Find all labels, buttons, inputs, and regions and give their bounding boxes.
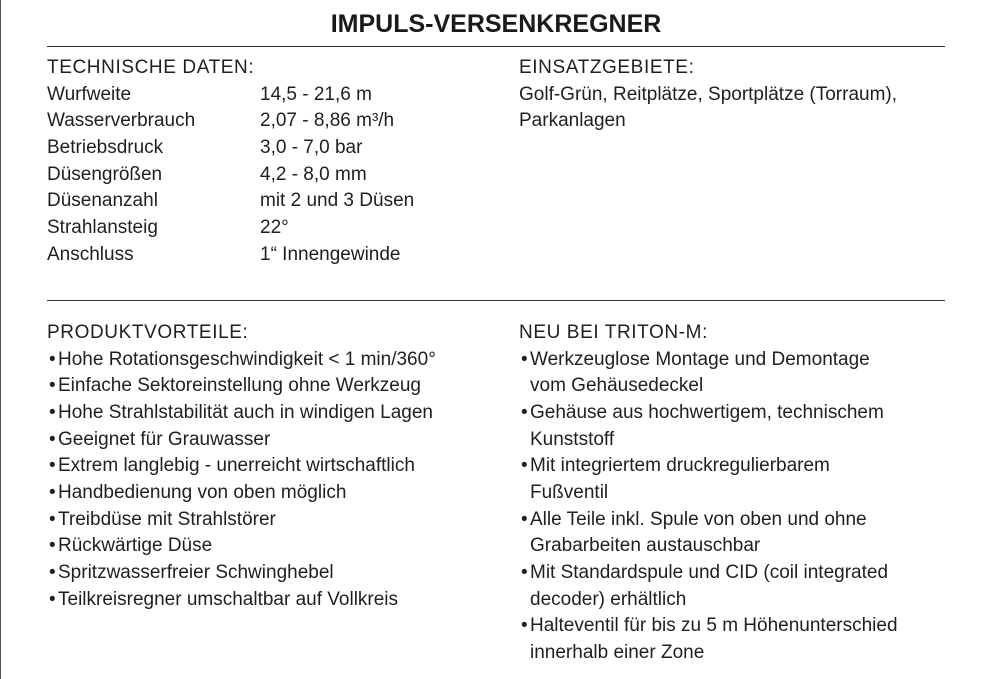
- product-advantages-section: [47, 320, 436, 613]
- spec-label: Düsenanzahl: [47, 190, 158, 212]
- spec-label: Wasserverbrauch: [47, 110, 196, 132]
- spec-value: 1“ Innengewinde: [260, 243, 401, 265]
- list-item: [47, 480, 436, 507]
- list-item-text: • Gehäuse aus hochwertigem, technischem: [530, 401, 884, 423]
- list-item: [519, 560, 898, 613]
- application-areas-heading: EINSATZGEBIETE:: [519, 57, 695, 78]
- list-item-text: • Rückwärtige Düse: [58, 535, 213, 557]
- application-areas-text: Parkanlagen: [519, 110, 626, 132]
- spec-label: Strahlansteig: [47, 216, 158, 238]
- spec-row: [47, 82, 414, 109]
- list-item-text: • Werkzeuglose Montage und Demontage: [530, 348, 870, 370]
- spec-label: Wurfweite: [47, 83, 132, 105]
- list-item-text: • Spritzwasserfreier Schwinghebel: [58, 561, 334, 583]
- technical-data-section: [47, 55, 414, 268]
- list-item-text: • Treibdüse mit Strahlstörer: [58, 508, 276, 530]
- list-item: [519, 347, 898, 400]
- list-item-text: vom Gehäusedeckel: [530, 375, 704, 397]
- new-features-section: [519, 320, 898, 667]
- spec-row: [47, 188, 414, 215]
- spec-label: Betriebsdruck: [47, 136, 164, 158]
- spec-value: 14,5 - 21,6 m: [260, 83, 372, 105]
- technical-data-heading: TECHNISCHE DATEN:: [47, 57, 255, 78]
- section-divider: [47, 300, 945, 301]
- spec-label: Düsengrößen: [47, 163, 163, 185]
- spec-value: 22°: [260, 216, 289, 238]
- spec-label: Anschluss: [47, 243, 134, 265]
- spec-value: 4,2 - 8,0 mm: [260, 163, 367, 185]
- list-item: [519, 613, 898, 666]
- spec-row: [47, 215, 414, 242]
- application-areas-text: Golf-Grün, Reitplätze, Sportplätze (Torraum),: [519, 83, 898, 105]
- list-item-text: • Handbedienung von oben möglich: [58, 481, 347, 503]
- list-item: [47, 507, 436, 534]
- page-left-border: [0, 0, 1, 679]
- list-item-text: • Mit integriertem druckregulierbarem: [530, 455, 830, 477]
- list-item: [47, 453, 436, 480]
- list-item-text: • Geeignet für Grauwasser: [58, 428, 271, 450]
- list-item: [519, 507, 898, 560]
- spec-value: 3,0 - 7,0 bar: [260, 136, 363, 158]
- list-item-text: • Teilkreisregner umschaltbar auf Vollkreis: [58, 588, 399, 610]
- list-item: [519, 400, 898, 453]
- list-item: [47, 587, 436, 614]
- list-item: [47, 427, 436, 454]
- product-advantages-heading: PRODUKTVORTEILE:: [47, 322, 249, 343]
- list-item-text: • Hohe Strahlstabilität auch in windigen Lagen: [58, 401, 433, 423]
- spec-row: [47, 162, 414, 189]
- list-item-text: • Alle Teile inkl. Spule von oben und ohne: [530, 508, 867, 530]
- list-item-text: • Extrem langlebig - unerreicht wirtschaftlich: [58, 455, 415, 477]
- list-item: [47, 533, 436, 560]
- list-item-text: Fußventil: [530, 481, 609, 503]
- application-areas-section: [519, 55, 897, 135]
- new-features-heading: NEU BEI TRITON-M:: [519, 322, 708, 343]
- page-title: IMPULS-VERSENKREGNER: [330, 10, 662, 38]
- list-item: [47, 373, 436, 400]
- list-item-text: • Mit Standardspule und CID (coil integrated: [530, 561, 889, 583]
- list-item-text: decoder) erhältlich: [530, 588, 687, 610]
- list-item-text: innerhalb einer Zone: [530, 641, 705, 663]
- title-divider: [47, 46, 945, 47]
- list-item-text: Kunststoff: [530, 428, 615, 450]
- list-item: [47, 400, 436, 427]
- list-item-text: • Hohe Rotationsgeschwindigkeit < 1 min/360°: [58, 348, 436, 370]
- spec-value: mit 2 und 3 Düsen: [260, 190, 415, 212]
- list-item: [47, 347, 436, 374]
- list-item-text: Grabarbeiten austauschbar: [530, 535, 761, 557]
- spec-row: [47, 135, 414, 162]
- list-item: [47, 560, 436, 587]
- spec-value: 2,07 - 8,86 m³/h: [260, 110, 395, 132]
- spec-row: [47, 108, 414, 135]
- spec-row: [47, 242, 414, 269]
- list-item-text: • Halteventil für bis zu 5 m Höhenunterschied: [530, 615, 898, 637]
- list-item: [519, 453, 898, 506]
- list-item-text: • Einfache Sektoreinstellung ohne Werkzeug: [58, 375, 421, 397]
